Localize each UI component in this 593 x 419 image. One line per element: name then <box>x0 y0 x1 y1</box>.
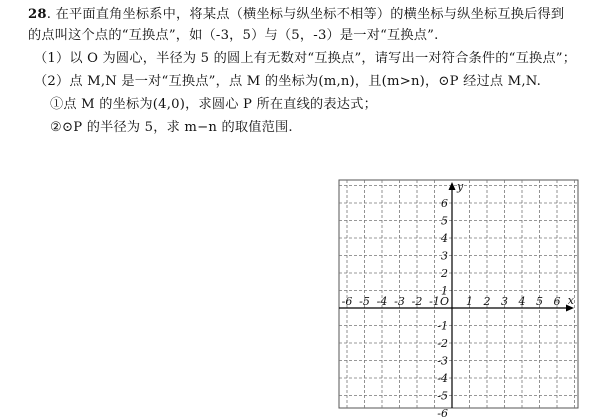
y-tick-label: 5 <box>441 214 448 228</box>
problem-stem-line-1: 28. 在平面直角坐标系中，将某点（横坐标与纵坐标不相等）的横坐标与纵坐标互换后得到 <box>28 7 565 22</box>
x-tick-label: -5 <box>359 295 370 308</box>
question-1: （1）以 O 为圆心，半径为 5 的圆上有无数对“互换点”，请写出一对符合条件的“互换点”； <box>34 51 577 66</box>
y-tick-label: 1 <box>441 284 448 298</box>
y-tick-label: -6 <box>437 407 448 419</box>
y-tick-label: -4 <box>437 372 448 385</box>
y-tick-label: 2 <box>441 267 448 280</box>
coordinate-grid <box>338 178 580 419</box>
x-axis-label: x <box>567 294 574 307</box>
y-tick-label: 4 <box>441 232 448 245</box>
y-tick-label: -3 <box>437 354 448 368</box>
x-tick-label: 6 <box>553 295 561 308</box>
problem-stem-line-2: 的点叫这个点的“互换点”，如（-3，5）与（5，-3）是一对“互换点”. <box>28 28 439 43</box>
question-2-part-2: ②⊙P 的半径为 5，求 m−n 的取值范围. <box>50 120 293 135</box>
question-2: （2）点 M,N 是一对“互换点”，点 M 的坐标为(m,n)，且(m>n)，⊙P 经过点 M,N. <box>34 74 542 89</box>
x-tick-label: 4 <box>518 295 526 308</box>
x-tick-label: -2 <box>411 295 423 308</box>
y-tick-label: 3 <box>441 249 448 263</box>
y-tick-label: -2 <box>437 337 448 350</box>
y-tick-label: 6 <box>441 197 448 210</box>
x-tick-label: -3 <box>394 295 405 308</box>
x-tick-label: -1 <box>429 295 440 308</box>
x-tick-label: -6 <box>341 295 353 308</box>
problem-stem-text-1: 在平面直角坐标系中，将某点（横坐标与纵坐标不相等）的横坐标与纵坐标互换后得到 <box>55 7 565 22</box>
origin-label: O <box>439 295 449 308</box>
y-axis-label: y <box>457 180 464 193</box>
x-tick-label: 5 <box>536 295 543 308</box>
grid-border <box>339 180 578 408</box>
y-tick-label: -1 <box>437 319 448 333</box>
question-2-part-1: ①点 M 的坐标为(4,0)，求圆心 P 所在直线的表达式； <box>50 97 377 112</box>
x-tick-label: 2 <box>483 295 491 308</box>
x-tick-label: 3 <box>501 295 508 308</box>
x-tick-label: -4 <box>376 295 388 308</box>
problem-number: 28 <box>28 7 47 22</box>
y-tick-label: -5 <box>437 389 448 403</box>
y-axis-arrow <box>449 182 456 190</box>
x-tick-label: 1 <box>466 295 473 308</box>
